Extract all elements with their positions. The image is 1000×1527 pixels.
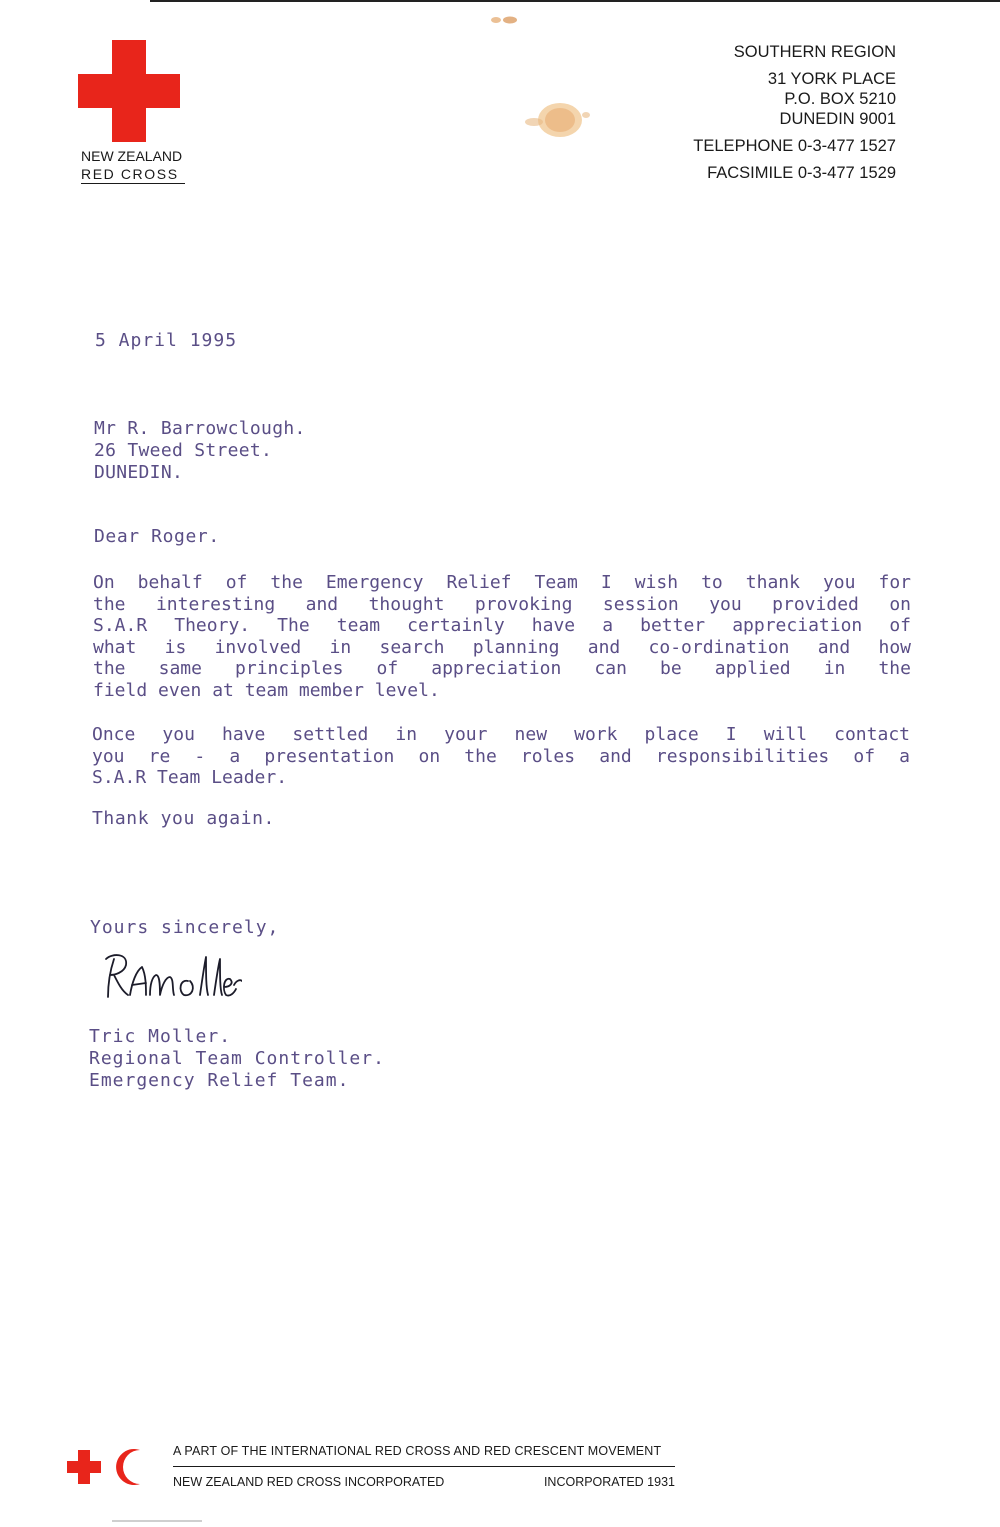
footer-entity-text: NEW ZEALAND RED CROSS INCORPORATED [173, 1475, 445, 1489]
letterhead-address [693, 42, 896, 183]
paragraph-line: S.A.R Team Leader. [92, 767, 288, 788]
signer-team: Emergency Relief Team. [89, 1070, 350, 1091]
footer-movement-text: A PART OF THE INTERNATIONAL RED CROSS AND RED CRESCENT MOVEMENT [173, 1444, 662, 1458]
recipient-name: Mr R. Barrowclough. [94, 418, 306, 439]
signer-block [89, 1026, 385, 1092]
paragraph-line: the interesting and thought provoking session you provided on [93, 593, 911, 615]
address-city: DUNEDIN 9001 [779, 110, 896, 128]
red-cross-icon [78, 40, 180, 142]
letterhead-footer [173, 1444, 675, 1489]
paragraph-line: On behalf of the Emergency Relief Team I wish to thank you for [93, 572, 911, 593]
handwritten-signature [102, 945, 242, 1007]
recipient-block [94, 418, 306, 484]
paper-stain-small [486, 15, 520, 25]
letter-date: 5 April 1995 [95, 330, 238, 351]
red-cross-red-crescent-icon [64, 1444, 144, 1490]
salutation: Dear Roger. [94, 526, 220, 547]
paragraph-line: Once you have settled in your new work place I will contact [92, 724, 910, 745]
address-po-box: P.O. BOX 5210 [784, 90, 896, 108]
address-street: 31 YORK PLACE [767, 70, 896, 88]
footer-incorporated-text: INCORPORATED 1931 [543, 1475, 675, 1489]
closing-line: Yours sincerely, [90, 917, 280, 938]
address-facsimile: FACSIMILE 0-3-477 1529 [707, 164, 896, 182]
signer-title: Regional Team Controller. [89, 1048, 385, 1069]
address-region: SOUTHERN REGION [733, 43, 896, 61]
paragraph-line: the same principles of appreciation can be applied in the [93, 658, 911, 679]
footer-legal-row [173, 1475, 675, 1489]
body-paragraph-2 [92, 724, 910, 789]
paragraph-line: you re - a presentation on the roles and responsibilities of a [92, 745, 910, 767]
address-telephone: TELEPHONE 0-3-477 1527 [693, 137, 896, 155]
red-cross-logo [78, 40, 183, 190]
signer-name: Tric Moller. [89, 1026, 232, 1047]
recipient-city: DUNEDIN. [94, 462, 184, 483]
paragraph-line: S.A.R Theory. The team certainly have a better appreciation of [93, 615, 911, 636]
thanks-line: Thank you again. [92, 808, 275, 829]
paragraph-line: field even at team member level. [93, 679, 440, 701]
paragraph-line: what is involved in search planning and co-ordination and how [93, 636, 911, 658]
recipient-street: 26 Tweed Street. [94, 440, 273, 461]
logo-text-new-zealand: NEW ZEALAND [81, 148, 183, 164]
footer-divider [173, 1466, 675, 1467]
scan-bottom-mark [112, 1520, 202, 1522]
body-paragraph-1 [93, 572, 911, 701]
scan-top-edge [150, 0, 1000, 2]
logo-text-red-cross: RED CROSS [81, 166, 185, 184]
paper-stain-large [520, 98, 596, 142]
